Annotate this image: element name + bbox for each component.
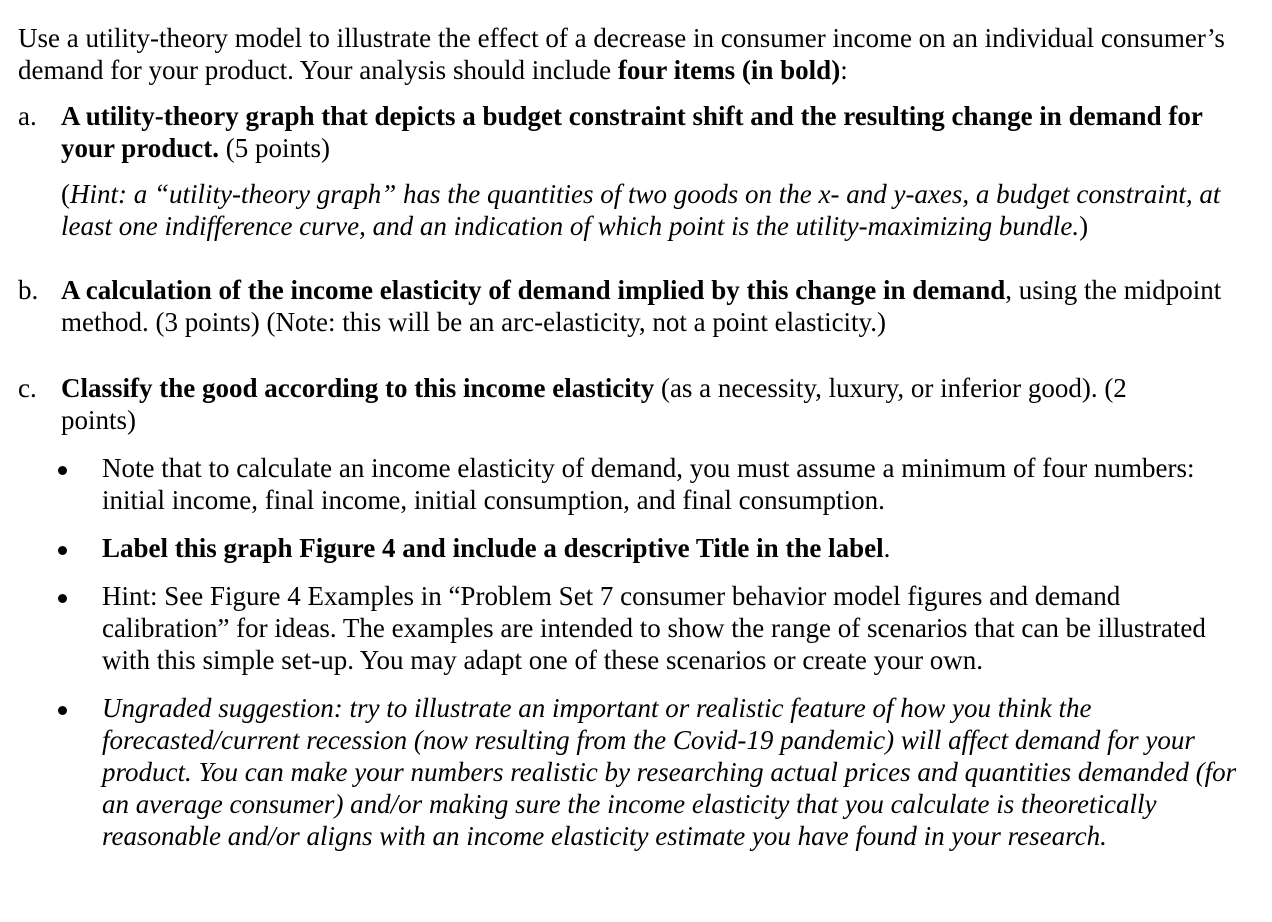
item-a-hint	[61, 178, 1261, 242]
item-b-body	[61, 274, 1258, 338]
bullet-dot-icon	[58, 466, 67, 475]
item-c-rest: (as a necessity, luxury, or inferior good). (2 points)	[61, 373, 1127, 435]
intro-bold: four items (in bold)	[617, 55, 841, 85]
bullet-2-text	[102, 532, 1248, 564]
bullet-3-text: Hint: See Figure 4 Examples in “Problem Set 7 consumer behavior model figures and demand calibration” for ideas. The examples are intended to show the range of scenarios that can be illustrated with this simple set-up. You may adapt one of these scenarios or create your own.	[102, 581, 1206, 675]
item-c-body	[61, 372, 1171, 436]
item-c	[18, 372, 1258, 436]
intro-text: Use a utility-theory model to illustrate the effect of a decrease in consumer income on an individual consumer’s demand for your product. Your analysis should include	[18, 23, 1225, 85]
intro-end: :	[840, 55, 848, 85]
bullet-2	[58, 532, 1248, 564]
bullet-3	[58, 580, 1248, 676]
item-b-bold: A calculation of the income elasticity of demand implied by this change in demand	[61, 275, 1006, 305]
item-a-bold: A utility-theory graph that depicts a budget constraint shift and the resulting change in demand for your product.	[61, 101, 1203, 163]
bullet-2-end: .	[883, 533, 891, 563]
intro-paragraph	[18, 22, 1258, 86]
item-a-body	[61, 100, 1258, 164]
hint-open: (	[61, 179, 70, 209]
item-a	[18, 100, 1258, 164]
bullet-2-bold: Label this graph Figure 4 and include a descriptive Title in the label	[102, 533, 884, 563]
item-a-rest: (5 points)	[219, 133, 331, 163]
item-a-marker: a.	[18, 101, 37, 131]
bullet-4-text: Ungraded suggestion: try to illustrate an important or realistic feature of how you think the forecasted/current recession (now resulting from the Covid-19 pandemic) will affect demand for your product. You can make your numbers realistic by researching actual prices and quantities demanded (for an average consumer) and/or making sure the income elasticity that you calculate is theoretically reasonable and/or aligns with an income elasticity estimate you have found in your research.	[102, 693, 1237, 851]
item-c-bold: Classify the good according to this income elasticity	[61, 373, 655, 403]
bullet-dot-icon	[58, 594, 67, 603]
item-c-marker: c.	[18, 373, 37, 403]
bullet-4	[58, 692, 1248, 852]
bullet-dot-icon	[58, 706, 67, 715]
item-b	[18, 274, 1258, 338]
hint-text: Hint: a “utility-theory graph” has the quantities of two goods on the x- and y-axes, a budget constraint, at least one indifference curve, and an indication of which point is the utility-maximizing bundle.	[61, 179, 1221, 241]
bullet-1-text: Note that to calculate an income elasticity of demand, you must assume a minimum of four numbers: initial income, final income, initial consumption, and final consumption.	[102, 453, 1195, 515]
bullet-dot-icon	[58, 546, 67, 555]
hint-close: )	[1079, 211, 1089, 241]
bullet-1	[58, 452, 1248, 516]
item-b-marker: b.	[18, 275, 39, 305]
item-b-rest: , using the midpoint method. (3 points) (Note: this will be an arc-elasticity, not a point elasticity.)	[61, 275, 1222, 337]
